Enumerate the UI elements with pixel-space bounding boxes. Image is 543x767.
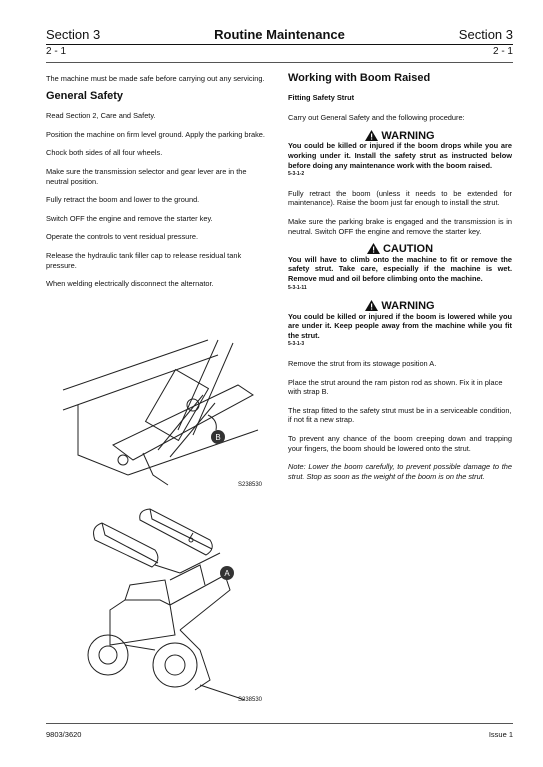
step-text: Remove the strut from its stowage position A.: [288, 359, 437, 369]
step-text: To prevent any chance of the boom creeping down and trapping your fingers, the boom should be lowered onto the strut.: [288, 434, 512, 453]
intro-text: The machine must be made safe before carrying out any servicing.: [46, 74, 265, 83]
warning-code: 5-3-1-3: [288, 341, 305, 348]
section-label-left: Section 3: [46, 27, 101, 42]
figure-code: S238530: [238, 482, 263, 488]
page-number-left: 2 - 1: [46, 46, 67, 57]
callout-a: A: [224, 569, 230, 578]
warning-text: You could be killed or injured if the boom is lowered while you are under it. Keep people away from the machine while you fit the strut.: [288, 311, 512, 340]
step-text: Carry out General Safety and the following procedure:: [288, 113, 465, 123]
step-text: Make sure the parking brake is engaged and the transmission is in neutral. Switch OFF the engine and remove the starter key.: [288, 216, 512, 236]
fitting-strut-subheading: Fitting Safety Strut: [288, 92, 355, 102]
page-title: Routine Maintenance: [214, 27, 345, 42]
warning-triangle-icon: [365, 130, 378, 141]
warning-title: WARNING: [381, 300, 435, 313]
warning-header: [288, 300, 512, 312]
step-text: Make sure the transmission selector and gear lever are in the neutral position.: [46, 166, 247, 186]
footer-rule: [46, 723, 513, 724]
page-header: [46, 27, 513, 43]
warning-header: [288, 130, 512, 142]
right-column: [288, 74, 512, 481]
subheader-rule: [46, 62, 513, 63]
caution-triangle-icon: [367, 243, 380, 254]
strut-stowage-illustration: [70, 505, 275, 700]
strut-on-ram-illustration: [58, 335, 273, 495]
warning-code: 5-3-1-2: [288, 171, 305, 178]
step-text: The strap fitted to the safety strut must be in a serviceable condition, if not fit a new strap.: [288, 405, 512, 425]
page-number-row: [46, 46, 513, 57]
boom-raised-heading: Working with Boom Raised: [288, 72, 431, 84]
step-text: When welding electrically disconnect the alternator.: [46, 279, 214, 289]
caution-header: [288, 243, 512, 255]
caution-code: 5-3-1-11: [288, 284, 307, 291]
step-text: Operate the controls to vent residual pressure.: [46, 232, 198, 242]
note-text: Note: Lower the boom carefully, to prevent possible damage to the strut. Stop as soon as the weight of the boom is on the strut.: [288, 462, 512, 481]
warning-triangle-icon: [365, 300, 378, 311]
step-text: Fully retract the boom (unless it needs to be extended for maintenance). Raise the boom just far enough to install the strut.: [288, 188, 512, 208]
left-column: [46, 74, 271, 289]
caution-title: CAUTION: [382, 243, 434, 256]
section-label-right: Section 3: [458, 27, 513, 42]
callout-b: B: [215, 433, 221, 442]
step-text: Read Section 2, Care and Safety.: [46, 111, 156, 121]
header-rule: [46, 44, 513, 45]
warning-text: You could be killed or injured if the boom drops while you are working under it. Install the safety strut as instructed below before doing any maintenance work with the boom raised.: [288, 141, 512, 170]
step-text: Position the machine on firm level ground. Apply the parking brake.: [46, 129, 265, 139]
step-text: Release the hydraulic tank filler cap to release residual tank pressure.: [46, 250, 242, 270]
warning-title: WARNING: [381, 129, 435, 142]
step-text: Switch OFF the engine and remove the starter key.: [46, 213, 213, 223]
page-number-right: 2 - 1: [492, 46, 513, 57]
caution-text: You will have to climb onto the machine to fit or remove the safety strut. Take care, especially if the machine is wet. Remove mud and oil before climbing onto the machine.: [288, 254, 512, 283]
general-safety-heading: General Safety: [46, 89, 124, 102]
issue-number: Issue 1: [488, 730, 513, 739]
step-text: Fully retract the boom and lower to the ground.: [46, 195, 200, 205]
document-number: 9803/3620: [46, 730, 82, 739]
step-text: Place the strut around the ram piston rod as shown. Fix it in place with strap B.: [288, 377, 503, 397]
figure-code: S238530: [238, 697, 263, 703]
step-text: Chock both sides of all four wheels.: [46, 148, 163, 158]
